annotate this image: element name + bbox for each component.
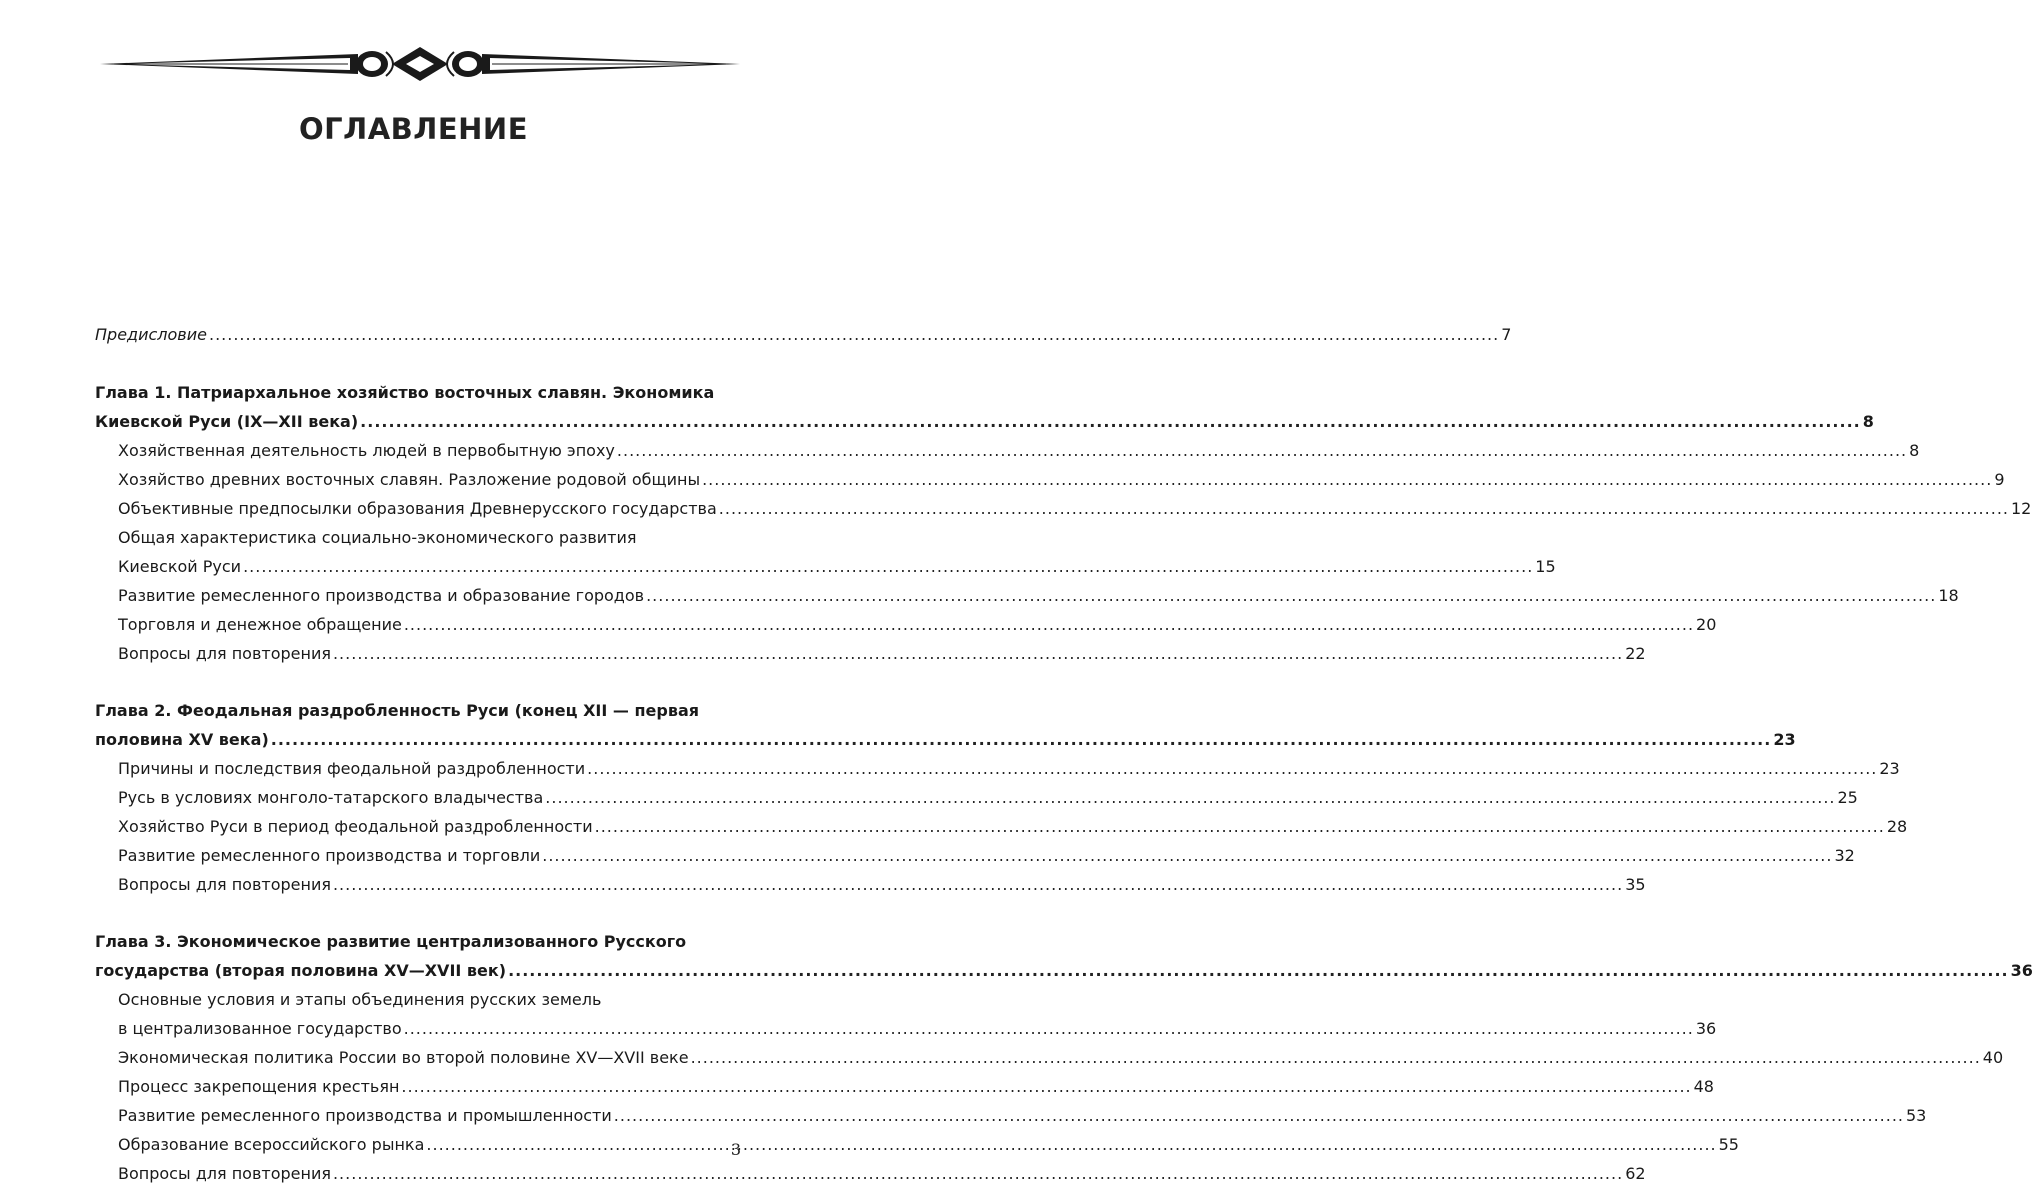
toc-entry-label: Объективные предпосылки образования Древнерусского государства: [118, 499, 717, 518]
dot-leader: [404, 610, 1694, 639]
dot-leader: [614, 1101, 1904, 1130]
toc-entry-label: Вопросы для повторения: [118, 644, 331, 663]
toc-entry[interactable]: [95, 812, 1908, 841]
toc-entry[interactable]: [95, 783, 1858, 812]
toc-entry[interactable]: [95, 985, 1717, 1043]
toc-page-number: 23: [1773, 730, 1796, 749]
toc-entry[interactable]: [95, 754, 1900, 783]
toc-entry-label-line1: Основные условия и этапы объединения русских земель: [118, 990, 602, 1009]
chapter-heading[interactable]: [95, 378, 1874, 436]
dot-leader: [617, 436, 1907, 465]
dot-leader: [545, 783, 1835, 812]
dot-leader: [719, 494, 2009, 523]
dot-leader: [426, 1130, 1716, 1159]
page-title: ОГЛАВЛЕНИЕ: [298, 112, 528, 146]
toc-entry[interactable]: [95, 870, 1646, 899]
toc-entry-label: Хозяйственная деятельность людей в первобытную эпоху: [118, 441, 615, 460]
toc-page-number: 36: [2010, 961, 2033, 980]
toc-page-number: 53: [1906, 1106, 1927, 1125]
toc-page-number: 7: [1501, 325, 1512, 344]
dot-leader: [646, 581, 1936, 610]
toc-entry-label-line2: Киевской Руси: [118, 557, 242, 576]
toc-entry-label: Развитие ремесленного производства и торговли: [118, 846, 541, 865]
dot-leader: [702, 465, 1992, 494]
dot-leader: [542, 841, 1832, 870]
toc-entry-label: Развитие ремесленного производства и образование городов: [118, 586, 645, 605]
dot-leader: [595, 812, 1885, 841]
toc-entry-label: Образование всероссийского рынка: [118, 1135, 425, 1154]
toc-entry-label-line1: Общая характеристика социально-экономического развития: [118, 528, 637, 547]
toc-page-number: 40: [1982, 1048, 2004, 1067]
chapter-title-line2: половина XV века): [95, 730, 269, 749]
dot-leader: [587, 754, 1877, 783]
toc-entry-label: Экономическая политика России во второй половине XV—XVII веке: [118, 1048, 689, 1067]
dot-leader: [404, 1014, 1694, 1043]
toc-page-number: 35: [1625, 875, 1646, 894]
dot-leader: [360, 407, 1861, 436]
chapter-title-line2: Киевской Руси (IX—XII века): [95, 412, 359, 431]
chapter-title-line1: Глава 3. Экономическое развитие централизованного Русского: [95, 932, 687, 951]
toc-entry[interactable]: [95, 581, 1959, 610]
toc-entry-label: Вопросы для повторения: [118, 1164, 331, 1183]
dot-leader: [333, 870, 1623, 899]
table-of-contents: [95, 320, 2033, 1188]
toc-entry[interactable]: [95, 1101, 1927, 1130]
toc-page-number: 32: [1834, 846, 1855, 865]
toc-entry[interactable]: [95, 1072, 1714, 1101]
toc-page-number: 48: [1693, 1077, 1714, 1096]
toc-entry-label: Торговля и денежное обращение: [118, 615, 402, 634]
toc-entry[interactable]: [95, 1159, 1646, 1188]
toc-page-number: 55: [1718, 1135, 1739, 1154]
dot-leader: [333, 1159, 1623, 1188]
toc-page-number: 62: [1625, 1164, 1646, 1183]
toc-entry-label: Вопросы для повторения: [118, 875, 331, 894]
toc-entry-label: Хозяйство Руси в период феодальной раздробленности: [118, 817, 593, 836]
toc-entry-preface[interactable]: [95, 320, 1512, 349]
toc-page-number: 28: [1886, 817, 1908, 836]
dot-leader: [401, 1072, 1691, 1101]
chapter-title-line1: Глава 2. Феодальная раздробленность Руси (конец XII — первая: [95, 701, 700, 720]
dot-leader: [691, 1043, 1981, 1072]
toc-entry[interactable]: [95, 610, 1717, 639]
toc-page-number: 8: [1862, 412, 1874, 431]
dot-leader: [271, 725, 1772, 754]
toc-page-number: 36: [1695, 1019, 1717, 1038]
toc-entry[interactable]: [95, 639, 1646, 668]
toc-page-number: 8: [1909, 441, 1920, 460]
toc-page-number: 22: [1625, 644, 1646, 663]
chapter-title-line2: государства (вторая половина XV—XVII век): [95, 961, 507, 980]
toc-entry[interactable]: [95, 494, 2032, 523]
chapter-heading[interactable]: [95, 927, 2033, 985]
page-number: 3: [730, 1140, 741, 1159]
toc-page-number: 25: [1837, 788, 1858, 807]
dot-leader: [243, 552, 1533, 581]
toc-entry-label: Причины и последствия феодальной раздробленности: [118, 759, 586, 778]
toc-entry-label: Предисловие: [95, 325, 207, 344]
toc-entry-label-line2: в централизованное государство: [118, 1019, 402, 1038]
toc-page-number: 18: [1938, 586, 1959, 605]
decorative-ornament: [100, 44, 740, 84]
toc-page-number: 23: [1879, 759, 1900, 778]
chapter-title-line1: Глава 1. Патриархальное хозяйство восточных славян. Экономика: [95, 383, 715, 402]
toc-entry[interactable]: [95, 1043, 2004, 1072]
toc-entry[interactable]: [95, 436, 1920, 465]
toc-entry[interactable]: [95, 465, 2005, 494]
toc-entry[interactable]: [95, 1130, 1739, 1159]
dot-leader: [508, 956, 2009, 985]
dot-leader: [333, 639, 1623, 668]
toc-page-number: 9: [1994, 470, 2005, 489]
toc-entry[interactable]: [95, 841, 1855, 870]
chapter-heading[interactable]: [95, 696, 1796, 754]
toc-page-number: 15: [1535, 557, 1556, 576]
toc-entry-label: Хозяйство древних восточных славян. Разложение родовой общины: [118, 470, 701, 489]
toc-entry[interactable]: [95, 523, 1556, 581]
toc-entry-label: Процесс закрепощения крестьян: [118, 1077, 400, 1096]
toc-page-number: 12: [2010, 499, 2032, 518]
dot-leader: [209, 320, 1499, 349]
toc-entry-label: Русь в условиях монголо-татарского владычества: [118, 788, 544, 807]
toc-entry-label: Развитие ремесленного производства и промышленности: [118, 1106, 612, 1125]
toc-page-number: 20: [1696, 615, 1717, 634]
